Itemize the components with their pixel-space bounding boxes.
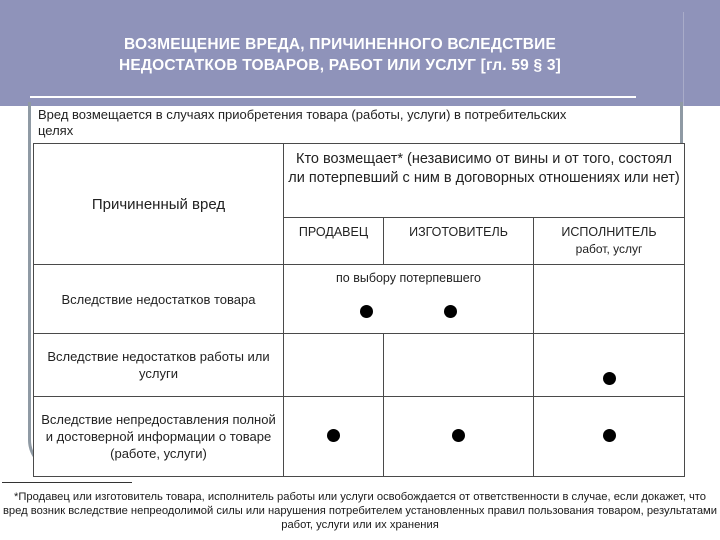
- mark-dot-performer: [603, 372, 616, 385]
- who-compensates-header: Кто возмещает* (независимо от вины и от того, состоял ли потерпевший с ним в договорных отношениях или нет): [284, 144, 685, 218]
- harm-header: Причиненный вред: [34, 144, 284, 265]
- empty-cell: [534, 265, 685, 334]
- table-row: [34, 397, 685, 477]
- row-label: Вследствие недостатков работы или услуги: [34, 334, 284, 397]
- mark-cell-performer: [534, 397, 685, 477]
- footnote-divider: [2, 482, 132, 483]
- title-underline: [30, 96, 636, 98]
- mark-cell-manufacturer: [384, 397, 534, 477]
- empty-cell: [384, 334, 534, 397]
- choice-marks: [288, 305, 529, 318]
- mark-dot-seller: [360, 305, 373, 318]
- table-row: [34, 334, 685, 397]
- column-performer: [534, 218, 685, 265]
- column-seller-label: ПРОДАВЕЦ: [298, 225, 369, 239]
- empty-cell: [284, 334, 384, 397]
- victim-choice-cell: [284, 265, 534, 334]
- column-seller: [284, 218, 384, 265]
- page-title-line-2: НЕДОСТАТКОВ ТОВАРОВ, РАБОТ ИЛИ УСЛУГ [гл. 59 § 3]: [119, 57, 561, 74]
- victim-choice-note: по выбору потерпевшего: [336, 271, 481, 285]
- mark-dot-manufacturer: [444, 305, 457, 318]
- row-label: Вследствие непредоставления полной и достоверной информации о товаре (работе, услуги): [34, 397, 284, 477]
- column-performer-sublabel: работ, услуг: [575, 242, 643, 256]
- page-title: [60, 34, 620, 76]
- mark-dot-manufacturer: [452, 429, 465, 442]
- column-manufacturer: [384, 218, 534, 265]
- mark-cell-performer: [534, 334, 685, 397]
- column-performer-label: ИСПОЛНИТЕЛЬ: [561, 225, 657, 239]
- footnote: *Продавец или изготовитель товара, исполнитель работы или услуги освобождается от ответственности в случае, если докажет, что вред возник вследствие непреодолимой силы или нарушения потребителем установленных правил пользования товаром, результатами работ, услуги или их хранения: [2, 491, 717, 531]
- mark-cell-seller: [284, 397, 384, 477]
- column-manufacturer-label: ИЗГОТОВИТЕЛЬ: [409, 225, 508, 239]
- mark-dot-seller: [327, 429, 340, 442]
- intro-text: Вред возмещается в случаях приобретения товара (работы, услуги) в потребительских целях: [38, 107, 567, 138]
- mark-dot-performer: [603, 429, 616, 442]
- liability-table: [33, 143, 685, 477]
- row-label: Вследствие недостатков товара: [34, 265, 284, 334]
- banner-corner-tab: [683, 12, 720, 106]
- page-title-line-1: ВОЗМЕЩЕНИЕ ВРЕДА, ПРИЧИНЕННОГО ВСЛЕДСТВИЕ: [123, 36, 557, 53]
- table-row: [34, 265, 685, 334]
